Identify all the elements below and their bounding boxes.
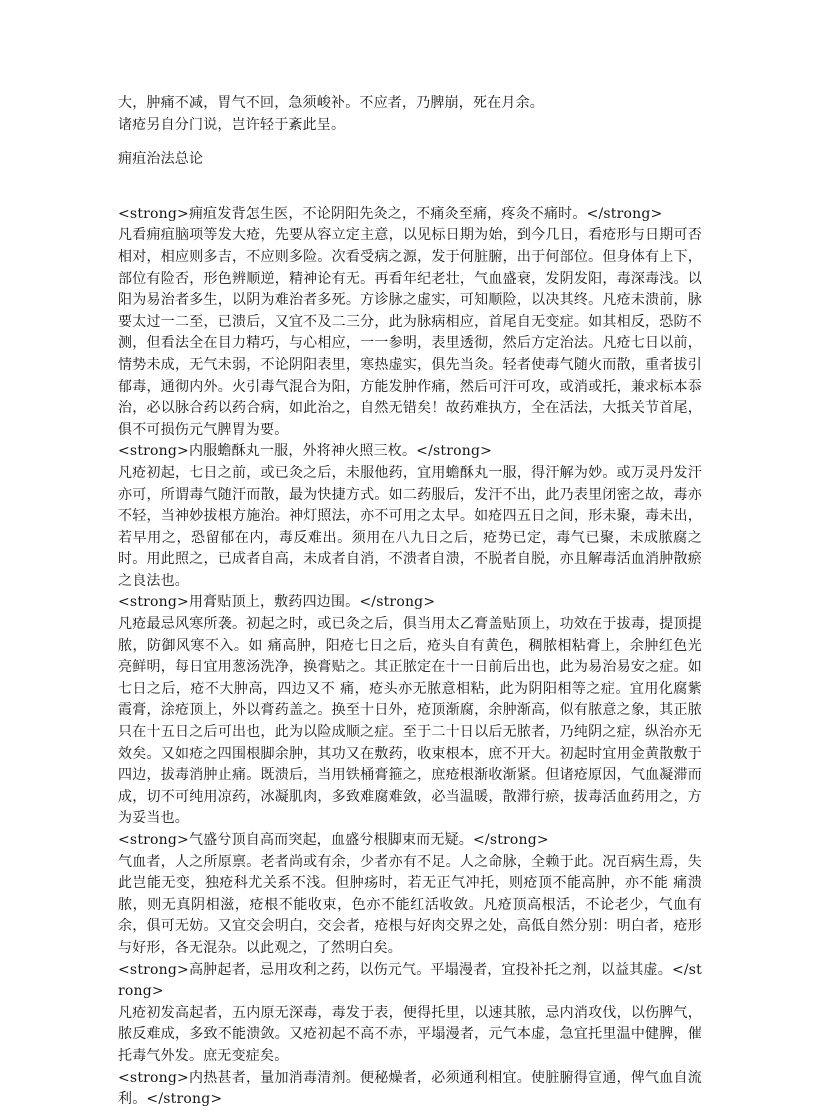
verse-line-6: <strong>内热甚者，量加消毒清剂。便秘燥者，必须通利相宜。使脏腑得宣通，俾气血自流利。</strong>	[118, 1069, 702, 1108]
blank-line	[118, 136, 702, 149]
verse-line-1: <strong>痈疽发背怎生医，不论阴阳先灸之，不痛灸至痛，疼灸不痛时。</strong>	[118, 205, 663, 222]
verse-line-5: <strong>高肿起者，忌用攻利之药，以伤元气。平塌漫者，宜投补托之剂，以益其虚。</strong>	[118, 961, 702, 1000]
blank-line	[118, 171, 702, 204]
body-paragraph-3: 凡疮最忌风寒所袭。初起之时，或已灸之后，俱当用太乙膏盖贴顶上，功效在于拔毒，提顶提脓，防御风寒不入。如 痛高肿，阳疮七日之后，疮头自有黄色，稠脓相粘膏上，余肿红色光亮鲜明，每日宜用葱汤洗净，换膏贴之。其正脓定在十一日前后出也，此为易治易安之症。如七日之后，疮不大肿高，四边又不 痛，疮头亦无脓意相粘，此为阴阳相等之症。宜用化腐紫霞膏，涂疮顶上，外以膏药盖之。换至十日外，疮顶渐腐，余肿渐高，似有脓意之象，其正脓只在十五日之后可出也，此为以险成顺之症。至于二十日以后无脓者，乃纯阴之症，纵治亦无效矣。又如疮之四围根脚余肿，其功又在敷药，收束根本，庶不开大。初起时宜用金黄散敷于四边，拔毒消肿止痛。既溃后，当用铁桶膏箍之，庶疮根渐收渐紧。但诸疮原因，气血凝滞而成，切不可纯用凉药，冰凝肌肉，多致难腐难敛，必当温暖，散滞行瘀，拔毒活血药用之，方为妥当也。	[118, 616, 702, 827]
body-paragraph-2: 凡疮初起，七日之前，或已灸之后，未服他药，宜用蟾酥丸一服，得汗解为妙。或万灵丹发汗亦可，所谓毒气随汗而散，最为快捷方式。如二药服后，发汗不出，此乃表里闭密之故，毒亦不轻，当神妙拔根方施治。神灯照法，亦不可用之太早。如疮四五日之间，形未聚，毒未出，若早用之，恐留郁在内，毒反难出。须用在八九日之后，疮势已定，毒气已聚，未成脓腐之时。用此照之，已成者自高，未成者自消，不溃者自溃，不脱者自脱，亦且解毒活血消肿散瘀之良法也。	[118, 464, 702, 589]
body-paragraph-1: 凡看痈疽脑项等发大疮，先要从容立定主意，以见标日期为始，到今几日，看疮形与日期可否相对，相应则多吉，不应则多险。次看受病之源，发于何脏腑，出于何部位。但身体有上下，部位有险否，形色辨顺逆，精神论有无。再看年纪老壮，气血盛衰，发阴发阳，毒深毒浅。以阳为易治者多生，以阴为难治者多死。方诊脉之虚实，可知顺险，以决其终。凡疮未溃前，脉要太过一二至，已溃后，又宜不及二三分，此为脉病相应，首尾自无变症。如其相反，恐防不测，但看法全在目力精巧，与心相应，一一参明，表里透彻，然后方定治法。凡疮七日以前，情势未成，无气未弱，不论阴阳表里，寒热虚实，俱先当灸。轻者使毒气随火而散，重者拔引郁毒，通彻内外。火引毒气混合为阳，方能发肿作痛，然后可汗可攻，或消或托，兼求标本忝治，必以脉合药以药合病，如此治之，自然无错矣！故药难执方，全在活法，大抵关节首尾，俱不可损伤元气脾胃为要。	[118, 227, 702, 438]
body-paragraph-5: 凡疮初发高起者，五内原无深毒，毒发于表，便得托里，以速其脓，忌内消攻伐，以伤脾气，脓反难成，多致不能溃敛。又疮初起不高不赤，平塌漫者，元气本虚，急宜托里温中健脾，催托毒气外发。庶无变症矣。	[118, 1004, 702, 1064]
paragraph-intro-1: 大，肿痛不减，胃气不回，急须峻补。不应者，乃脾崩，死在月余。	[118, 95, 544, 111]
verse-line-2: <strong>内服蟾酥丸一服，外将神火照三枚。</strong>	[118, 443, 493, 460]
body-paragraph-4: 气血者，人之所原禀。老者尚或有余，少者亦有不足。人之命脉，全赖于此。况百病生焉，失此岂能无变，独疮科尤关系不浅。但肿疡时，若无正气冲托，则疮顶不能高肿，亦不能 痛溃脓，则无真阴相滋，疮根不能收束，色亦不能红活收敛。凡疮顶高根活，不论老少，气血有余，俱可无妨。又宜交会明白，交会者，疮根与好肉交界之处，高低自然分别：明白者，疮形与好形，各无混杂。以此观之，了然明白矣。	[118, 853, 702, 956]
verse-line-3: <strong>用膏贴顶上，敷药四边围。</strong>	[118, 594, 436, 611]
verse-line-4: <strong>气盛兮顶自高而突起，血盛兮根脚束而无疑。</strong>	[118, 832, 549, 848]
paragraph-intro-2: 诸疮另自分门说，岂许轻于紊此呈。	[118, 116, 346, 133]
section-title: 痈疽治法总论	[118, 151, 204, 168]
